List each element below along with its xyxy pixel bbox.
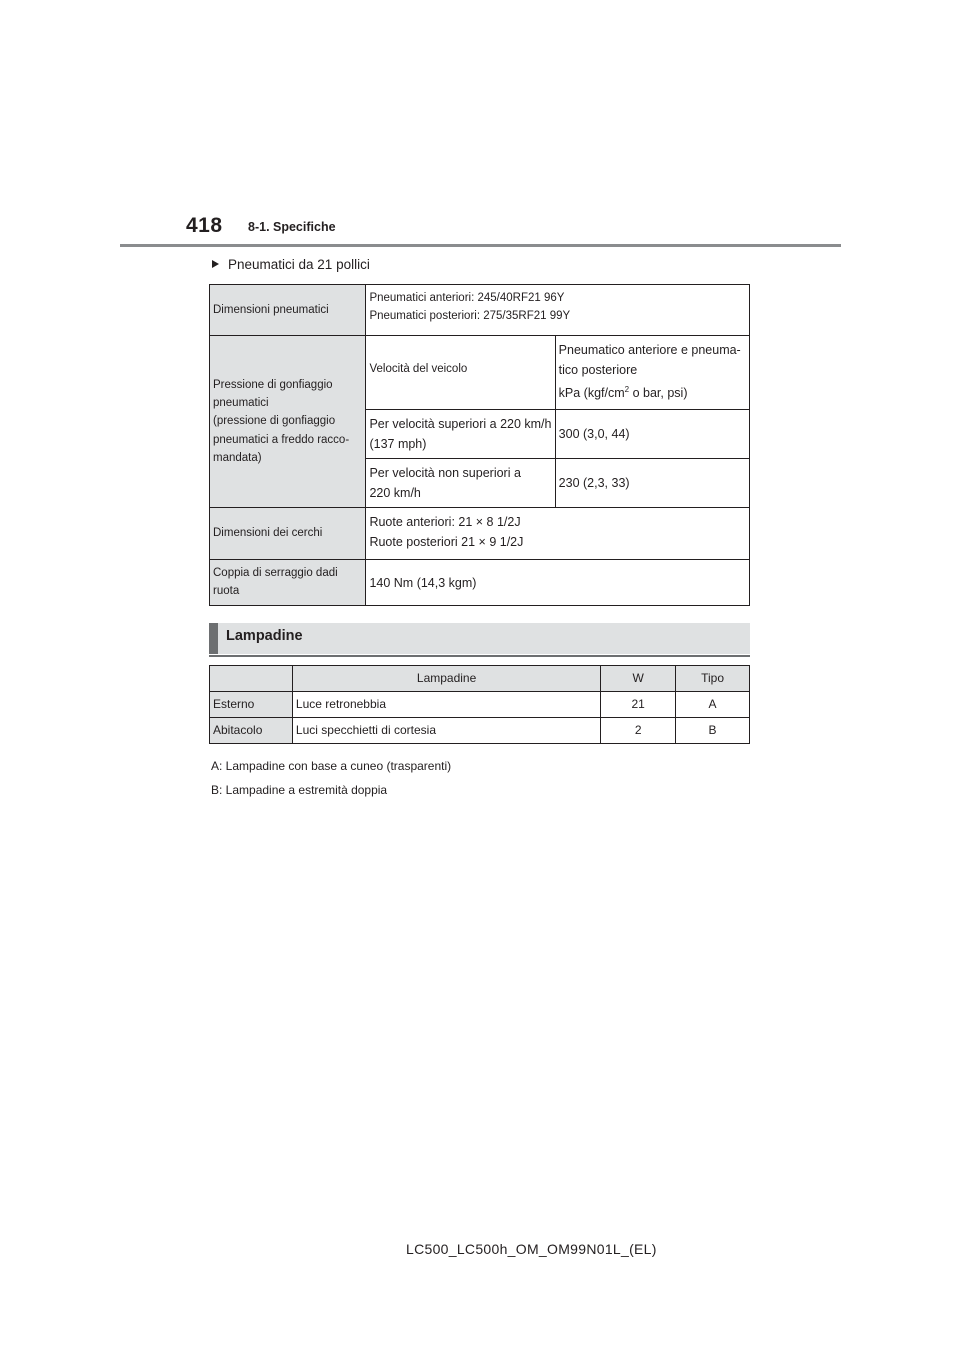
tire-size-label-text: Dimensioni pneumatici bbox=[213, 303, 329, 316]
triangle-bullet-icon bbox=[212, 260, 219, 268]
rim-label-text: Dimensioni dei cerchi bbox=[213, 527, 323, 540]
tire-size-rear: Pneumatici posteriori: 275/35RF21 99Y bbox=[369, 310, 571, 323]
torque-label-line: Coppia di serraggio dadi bbox=[213, 567, 338, 579]
subheading-text: Pneumatici da 21 pollici bbox=[228, 257, 370, 272]
speed-header-text: Velocità del veicolo bbox=[369, 363, 468, 375]
page-number: 418 bbox=[186, 214, 223, 237]
unit-superscript: 2 bbox=[624, 384, 630, 394]
header-cell: W bbox=[601, 666, 676, 692]
watt-cell: 2 bbox=[601, 718, 676, 744]
pressure-label-line: pneumatici bbox=[213, 396, 269, 409]
table-header-row bbox=[210, 666, 750, 692]
header-divider bbox=[120, 244, 841, 247]
bulb-cell: Luci specchietti di cortesia bbox=[292, 718, 600, 744]
table-row bbox=[210, 285, 750, 336]
table-row bbox=[210, 560, 750, 606]
torque-label bbox=[210, 560, 366, 606]
pressure-label bbox=[210, 336, 366, 508]
torque-value bbox=[366, 560, 750, 606]
pressure-value bbox=[555, 410, 749, 459]
tire-header-line: Pneumatico anteriore e pneuma- bbox=[558, 343, 741, 357]
table-row bbox=[210, 718, 750, 744]
pressure-label-line: pneumatici a freddo racco- bbox=[213, 433, 350, 446]
speed-line: Per velocità superiori a 220 km/h bbox=[369, 417, 552, 431]
tire-header-line: tico posteriore bbox=[558, 363, 638, 377]
table-row bbox=[210, 692, 750, 718]
location-cell: Esterno bbox=[210, 692, 293, 718]
heading-accent bbox=[209, 623, 218, 654]
tire-size-front: Pneumatici anteriori: 245/40RF21 96Y bbox=[369, 292, 565, 304]
section-title: 8-1. Specifiche bbox=[248, 220, 336, 234]
rim-rear: Ruote posteriori 21 × 9 1/2J bbox=[369, 535, 524, 549]
torque-value-text: 140 Nm (14,3 kgm) bbox=[369, 575, 477, 590]
table-row bbox=[210, 508, 750, 560]
torque-label-line: ruota bbox=[213, 585, 240, 598]
header-cell: Tipo bbox=[676, 666, 750, 692]
location-cell: Abitacolo bbox=[210, 718, 293, 744]
bulb-cell: Luce retronebbia bbox=[292, 692, 600, 718]
section-heading-bar bbox=[209, 623, 750, 654]
heading-underline bbox=[209, 655, 750, 657]
pressure-label-line: mandata) bbox=[213, 452, 262, 465]
tire-size-label bbox=[210, 285, 366, 336]
header-cell: Lampadine bbox=[292, 666, 600, 692]
type-cell: B bbox=[676, 718, 750, 744]
rim-front: Ruote anteriori: 21 × 8 1/2J bbox=[369, 515, 521, 529]
header-cell bbox=[210, 666, 293, 692]
tire-header-unit bbox=[559, 383, 746, 403]
pressure-label-line: Pressione di gonfiaggio bbox=[213, 378, 333, 391]
tire-pressure-header bbox=[555, 336, 749, 410]
table-row bbox=[210, 336, 750, 410]
speed-cell bbox=[366, 459, 555, 508]
bulbs-table bbox=[209, 665, 750, 744]
tire-size-values bbox=[366, 285, 750, 336]
footnote: A: Lampadine con base a cuneo (trasparenti) bbox=[211, 759, 452, 773]
unit-part: o bar, psi) bbox=[629, 386, 688, 400]
speed-line: 220 km/h bbox=[369, 486, 421, 500]
rim-values bbox=[366, 508, 750, 560]
speed-cell bbox=[366, 410, 555, 459]
pressure-value-text: 300 (3,0, 44) bbox=[558, 427, 630, 441]
unit-part: kPa (kgf/cm bbox=[558, 386, 625, 400]
tire-spec-table bbox=[209, 284, 750, 606]
speed-header bbox=[366, 336, 555, 410]
speed-line: (137 mph) bbox=[369, 437, 427, 451]
speed-line: Per velocità non superiori a bbox=[369, 466, 521, 480]
section-heading: Lampadine bbox=[226, 628, 303, 644]
subheading bbox=[212, 257, 370, 272]
pressure-value bbox=[555, 459, 749, 508]
rim-label bbox=[210, 508, 366, 560]
pressure-label-line: (pressione di gonfiaggio bbox=[213, 415, 336, 428]
type-cell: A bbox=[676, 692, 750, 718]
watt-cell: 21 bbox=[601, 692, 676, 718]
footnote: B: Lampadine a estremità doppia bbox=[211, 783, 388, 797]
document-code: LC500_LC500h_OM_OM99N01L_(EL) bbox=[406, 1241, 657, 1257]
pressure-value-text: 230 (2,3, 33) bbox=[558, 476, 630, 490]
